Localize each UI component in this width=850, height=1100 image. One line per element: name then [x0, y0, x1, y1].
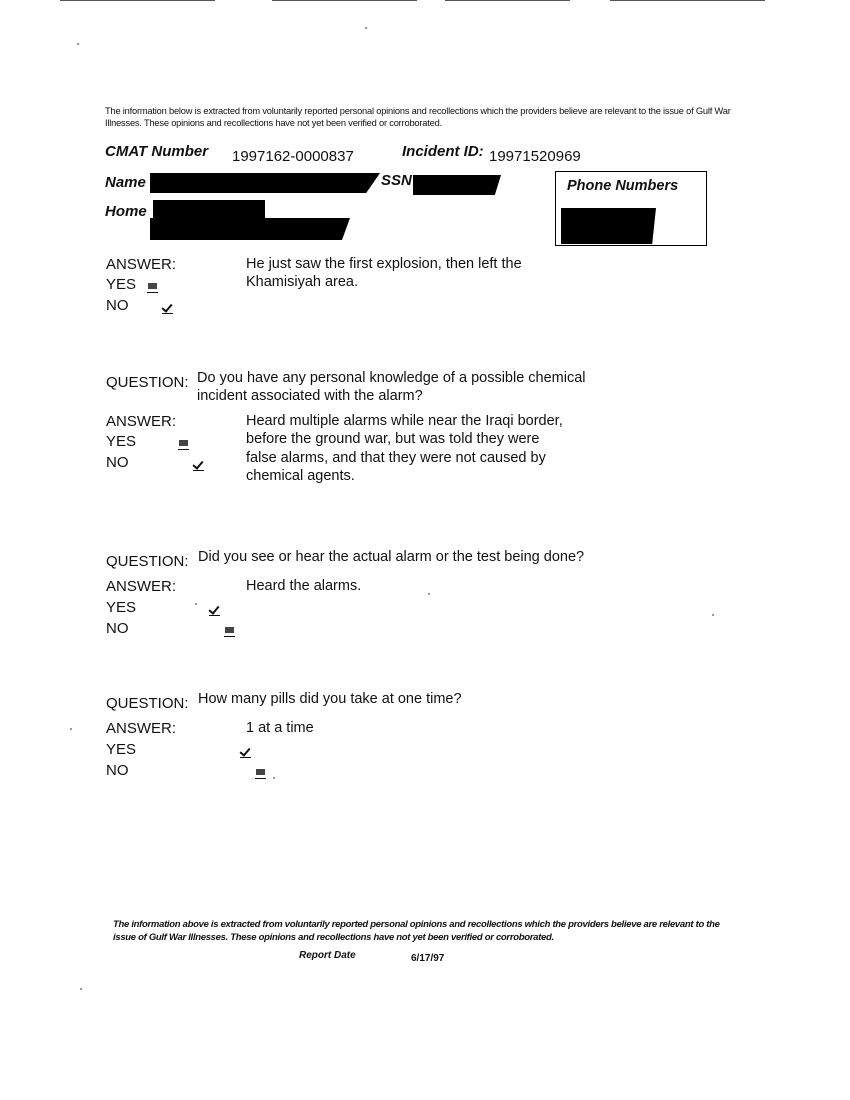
name-label: Name: [105, 174, 146, 191]
answer-label: ANSWER:: [106, 720, 177, 737]
scan-speck: [428, 593, 430, 595]
question-text-line: How many pills did you take at one time?: [198, 691, 462, 707]
no-checkbox: [255, 767, 266, 779]
scan-edge-line: [610, 0, 765, 1]
cmat-number-value: 1997162-0000837: [232, 148, 354, 165]
no-checkbox: [162, 302, 173, 314]
no-label: NO: [106, 297, 129, 314]
ssn-label: SSN: [381, 172, 412, 189]
phone-redaction: [561, 208, 656, 244]
answer-text-line: Heard the alarms.: [246, 578, 362, 594]
scan-speck: [70, 728, 72, 730]
ssn-redaction: [413, 175, 501, 195]
cmat-number-label: CMAT Number: [105, 143, 209, 160]
yes-checkbox: [147, 281, 158, 293]
scan-speck: [195, 603, 197, 605]
report-date-value: 6/17/97: [411, 953, 445, 964]
answer-label: ANSWER:: [106, 578, 177, 595]
yes-label: YES: [106, 276, 137, 293]
no-label: NO: [106, 620, 129, 637]
name-redaction: [150, 173, 380, 193]
yes-label: YES: [106, 741, 137, 758]
scan-speck: [77, 43, 79, 45]
question-label: QUESTION:: [106, 374, 189, 391]
question-label: QUESTION:: [106, 553, 189, 570]
yes-checkbox: [178, 438, 189, 450]
footer-disclaimer: The information above is extracted from voluntarily reported personal opinions and recollections which the providers believe are relevant to the issue of Gulf War Illnesses. These opinions and recollections have not yet been verified or corroborated.: [113, 919, 720, 943]
scan-edge-line: [445, 0, 570, 1]
home-redaction-2: [150, 218, 350, 240]
incident-id-value: 19971520969: [489, 148, 581, 165]
scan-speck: [365, 27, 367, 29]
yes-label: YES: [106, 433, 137, 450]
yes-checkbox: [240, 746, 251, 758]
question-text-line: Do you have any personal knowledge of a possible chemical: [197, 370, 586, 386]
question-text-line: incident associated with the alarm?: [197, 388, 423, 404]
phone-numbers-box: [555, 171, 707, 246]
header-disclaimer: The information below is extracted from voluntarily reported personal opinions and recollections which the providers believe are relevant to the issue of Gulf War Illnesses. These opinions and recollections have not yet been verified or corroborated.: [105, 106, 731, 128]
question-label: QUESTION:: [106, 695, 189, 712]
question-text-line: Did you see or hear the actual alarm or the test being done?: [198, 549, 585, 565]
scan-edge-line: [272, 0, 417, 1]
answer-text-line: chemical agents.: [246, 468, 355, 484]
incident-id-label: Incident ID:: [402, 143, 484, 160]
answer-text-line: Heard multiple alarms while near the Iraqi border,: [246, 413, 563, 429]
answer-label: ANSWER:: [106, 256, 177, 273]
no-checkbox: [224, 625, 235, 637]
scan-speck: [273, 777, 275, 779]
answer-text-line: false alarms, and that they were not caused by: [246, 450, 546, 466]
no-label: NO: [106, 762, 129, 779]
no-label: NO: [106, 454, 129, 471]
scan-speck: [712, 614, 714, 616]
answer-text-line: 1 at a time: [246, 720, 314, 736]
phone-numbers-label: Phone Numbers: [567, 178, 679, 194]
no-checkbox: [193, 459, 204, 471]
yes-label: YES: [106, 599, 137, 616]
answer-text-line: He just saw the first explosion, then left the: [246, 256, 522, 272]
report-date-label: Report Date: [299, 950, 356, 961]
answer-text-line: Khamisiyah area.: [246, 274, 359, 290]
answer-label: ANSWER:: [106, 413, 177, 430]
answer-text-line: before the ground war, but was told they were: [246, 431, 540, 447]
home-redaction: [153, 200, 265, 220]
home-label: Home: [105, 203, 147, 220]
scan-edge-line: [60, 0, 215, 1]
scan-speck: [80, 988, 82, 990]
yes-checkbox: [209, 604, 220, 616]
